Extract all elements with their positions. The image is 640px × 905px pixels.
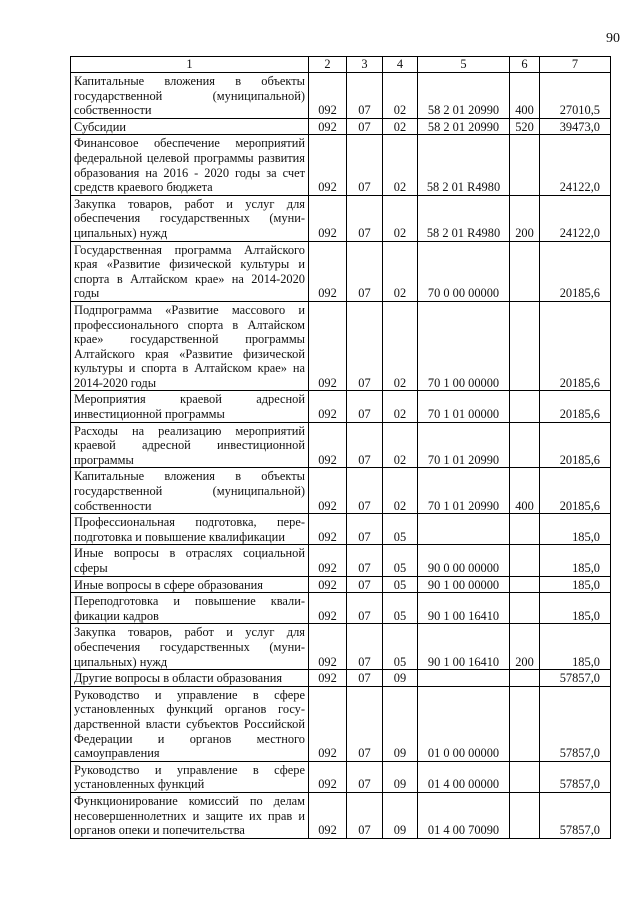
expense-type-cell: 200	[510, 195, 540, 241]
row-name-cell: Финансовое обеспечение мероприятий федеральной целевой программы развития образования на 2016 - 2020 годы за счет средств краевого бюджета	[71, 135, 309, 195]
ministry-code-cell: 092	[309, 241, 347, 301]
section-code-cell: 07	[347, 301, 383, 391]
subsection-code-cell: 05	[383, 514, 418, 545]
section-code-cell: 07	[347, 195, 383, 241]
table-row	[71, 135, 611, 195]
amount-cell: 20185,6	[540, 422, 611, 468]
ministry-code-cell: 092	[309, 391, 347, 422]
amount-cell: 24122,0	[540, 135, 611, 195]
target-item-cell: 90 0 00 00000	[418, 545, 510, 576]
table-row	[71, 576, 611, 593]
subsection-code-cell: 02	[383, 301, 418, 391]
section-code-cell: 07	[347, 73, 383, 119]
table-row	[71, 761, 611, 792]
expense-type-cell	[510, 514, 540, 545]
amount-cell: 57857,0	[540, 670, 611, 687]
subsection-code-cell: 02	[383, 391, 418, 422]
target-item-cell	[418, 514, 510, 545]
expense-type-cell	[510, 391, 540, 422]
section-code-cell: 07	[347, 118, 383, 135]
table-row	[71, 670, 611, 687]
subsection-code-cell: 05	[383, 624, 418, 670]
expense-type-cell: 520	[510, 118, 540, 135]
table-row	[71, 195, 611, 241]
expense-type-cell: 200	[510, 624, 540, 670]
expense-type-cell	[510, 761, 540, 792]
target-item-cell: 70 1 01 20990	[418, 422, 510, 468]
amount-cell: 185,0	[540, 624, 611, 670]
target-item-cell: 90 1 00 00000	[418, 576, 510, 593]
ministry-code-cell: 092	[309, 422, 347, 468]
target-item-cell: 70 0 00 00000	[418, 241, 510, 301]
amount-cell: 57857,0	[540, 792, 611, 838]
ministry-code-cell: 092	[309, 593, 347, 624]
row-name-cell: Профессиональная подготовка, переподготовка и повышение квалификации	[71, 514, 309, 545]
expense-type-cell	[510, 545, 540, 576]
header-cell: 6	[510, 57, 540, 73]
page-number: 90	[606, 31, 620, 46]
amount-cell: 185,0	[540, 593, 611, 624]
expense-type-cell	[510, 422, 540, 468]
amount-cell: 20185,6	[540, 301, 611, 391]
table-row	[71, 624, 611, 670]
amount-cell: 57857,0	[540, 686, 611, 761]
subsection-code-cell: 02	[383, 195, 418, 241]
row-name-cell: Подпрограмма «Развитие массового и профессионального спорта в Алтайском крае» государственной программы Алтайского края «Развитие физической культуры и спорта в Алтайском крае» на 2014-2020 годы	[71, 301, 309, 391]
subsection-code-cell: 09	[383, 792, 418, 838]
row-name-cell: Иные вопросы в отраслях социальной сферы	[71, 545, 309, 576]
target-item-cell: 70 1 01 00000	[418, 391, 510, 422]
target-item-cell: 01 0 00 00000	[418, 686, 510, 761]
subsection-code-cell: 09	[383, 670, 418, 687]
ministry-code-cell: 092	[309, 792, 347, 838]
table-row	[71, 686, 611, 761]
header-cell: 1	[71, 57, 309, 73]
section-code-cell: 07	[347, 135, 383, 195]
table-row	[71, 241, 611, 301]
row-name-cell: Иные вопросы в сфере образования	[71, 576, 309, 593]
target-item-cell: 70 1 01 20990	[418, 468, 510, 514]
target-item-cell: 58 2 01 20990	[418, 118, 510, 135]
row-name-cell: Капитальные вложения в объекты государственной (муниципальной) собственности	[71, 468, 309, 514]
section-code-cell: 07	[347, 422, 383, 468]
section-code-cell: 07	[347, 686, 383, 761]
row-name-cell: Руководство и управление в сфере установленных функций	[71, 761, 309, 792]
subsection-code-cell: 09	[383, 761, 418, 792]
ministry-code-cell: 092	[309, 118, 347, 135]
ministry-code-cell: 092	[309, 545, 347, 576]
target-item-cell: 01 4 00 00000	[418, 761, 510, 792]
row-name-cell: Закупка товаров, работ и услуг для обеспечения государственных (муниципальных) нужд	[71, 624, 309, 670]
header-cell: 7	[540, 57, 611, 73]
table-row	[71, 545, 611, 576]
ministry-code-cell: 092	[309, 514, 347, 545]
header-cell: 5	[418, 57, 510, 73]
expense-type-cell	[510, 792, 540, 838]
amount-cell: 185,0	[540, 545, 611, 576]
row-name-cell: Расходы на реализацию мероприятий краевой адресной инвестиционной программы	[71, 422, 309, 468]
subsection-code-cell: 02	[383, 468, 418, 514]
ministry-code-cell: 092	[309, 135, 347, 195]
table-row	[71, 792, 611, 838]
subsection-code-cell: 02	[383, 241, 418, 301]
section-code-cell: 07	[347, 624, 383, 670]
row-name-cell: Капитальные вложения в объекты государственной (муниципальной) собственности	[71, 73, 309, 119]
target-item-cell: 90 1 00 16410	[418, 624, 510, 670]
expense-type-cell	[510, 241, 540, 301]
row-name-cell: Другие вопросы в области образования	[71, 670, 309, 687]
target-item-cell	[418, 670, 510, 687]
table-row	[71, 593, 611, 624]
ministry-code-cell: 092	[309, 670, 347, 687]
subsection-code-cell: 09	[383, 686, 418, 761]
subsection-code-cell: 05	[383, 593, 418, 624]
amount-cell: 57857,0	[540, 761, 611, 792]
amount-cell: 20185,6	[540, 468, 611, 514]
section-code-cell: 07	[347, 514, 383, 545]
expense-type-cell: 400	[510, 73, 540, 119]
expense-type-cell	[510, 593, 540, 624]
section-code-cell: 07	[347, 545, 383, 576]
target-item-cell: 70 1 00 00000	[418, 301, 510, 391]
amount-cell: 185,0	[540, 576, 611, 593]
ministry-code-cell: 092	[309, 686, 347, 761]
ministry-code-cell: 092	[309, 73, 347, 119]
row-name-cell: Функционирование комиссий по делам несовершеннолетних и защите их прав и органов опеки и попечительства	[71, 792, 309, 838]
subsection-code-cell: 02	[383, 73, 418, 119]
section-code-cell: 07	[347, 241, 383, 301]
target-item-cell: 01 4 00 70090	[418, 792, 510, 838]
budget-table	[70, 56, 611, 839]
expense-type-cell	[510, 576, 540, 593]
amount-cell: 20185,6	[540, 391, 611, 422]
target-item-cell: 58 2 01 R4980	[418, 195, 510, 241]
amount-cell: 24122,0	[540, 195, 611, 241]
expense-type-cell: 400	[510, 468, 540, 514]
section-code-cell: 07	[347, 468, 383, 514]
subsection-code-cell: 02	[383, 118, 418, 135]
section-code-cell: 07	[347, 670, 383, 687]
subsection-code-cell: 02	[383, 135, 418, 195]
section-code-cell: 07	[347, 576, 383, 593]
section-code-cell: 07	[347, 391, 383, 422]
section-code-cell: 07	[347, 792, 383, 838]
subsection-code-cell: 05	[383, 545, 418, 576]
ministry-code-cell: 092	[309, 195, 347, 241]
header-cell: 2	[309, 57, 347, 73]
header-cell: 3	[347, 57, 383, 73]
table-header-row	[71, 57, 611, 73]
table-row	[71, 468, 611, 514]
row-name-cell: Государственная программа Алтайского края «Развитие физической культуры и спорта в Алтайском крае» на 2014-2020 годы	[71, 241, 309, 301]
row-name-cell: Субсидии	[71, 118, 309, 135]
target-item-cell: 58 2 01 R4980	[418, 135, 510, 195]
table-row	[71, 118, 611, 135]
amount-cell: 27010,5	[540, 73, 611, 119]
amount-cell: 20185,6	[540, 241, 611, 301]
row-name-cell: Закупка товаров, работ и услуг для обеспечения государственных (муниципальных) нужд	[71, 195, 309, 241]
table-row	[71, 301, 611, 391]
expense-type-cell	[510, 301, 540, 391]
row-name-cell: Мероприятия краевой адресной инвестиционной программы	[71, 391, 309, 422]
section-code-cell: 07	[347, 593, 383, 624]
ministry-code-cell: 092	[309, 576, 347, 593]
ministry-code-cell: 092	[309, 301, 347, 391]
expense-type-cell	[510, 135, 540, 195]
expense-type-cell	[510, 670, 540, 687]
table-row	[71, 73, 611, 119]
ministry-code-cell: 092	[309, 468, 347, 514]
header-cell: 4	[383, 57, 418, 73]
amount-cell: 185,0	[540, 514, 611, 545]
table-row	[71, 514, 611, 545]
table-row	[71, 391, 611, 422]
row-name-cell: Руководство и управление в сфере установленных функций органов государственной власти субъектов Российской Федерации и органов местного самоуправления	[71, 686, 309, 761]
subsection-code-cell: 05	[383, 576, 418, 593]
ministry-code-cell: 092	[309, 761, 347, 792]
section-code-cell: 07	[347, 761, 383, 792]
target-item-cell: 90 1 00 16410	[418, 593, 510, 624]
amount-cell: 39473,0	[540, 118, 611, 135]
expense-type-cell	[510, 686, 540, 761]
table-row	[71, 422, 611, 468]
ministry-code-cell: 092	[309, 624, 347, 670]
subsection-code-cell: 02	[383, 422, 418, 468]
target-item-cell: 58 2 01 20990	[418, 73, 510, 119]
row-name-cell: Переподготовка и повышение квалификации кадров	[71, 593, 309, 624]
